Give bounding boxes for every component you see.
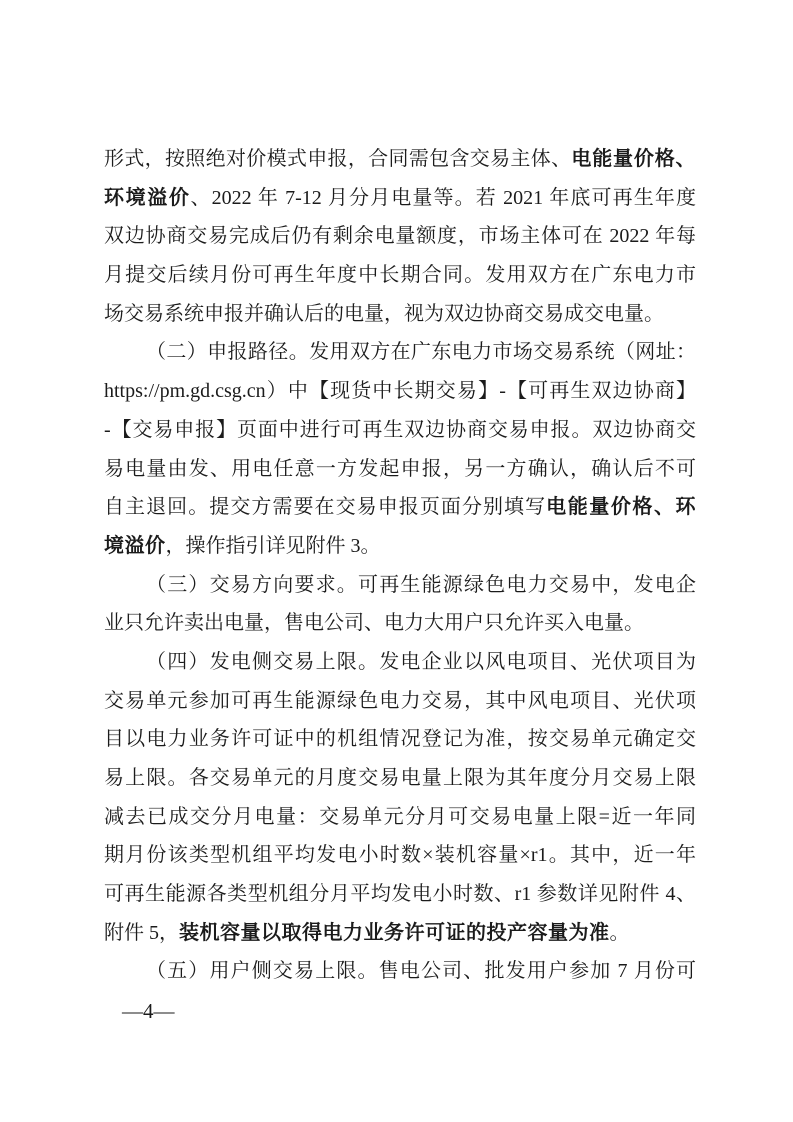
text-run: 期月份该类型机组平均发电小时数×装机容量×r1。其中，近一年 [104,844,696,867]
text-run: 目以电力业务许可证中的机组情况登记为准，按交易单元确定交 [104,728,696,751]
text-run: （四）发电侧交易上限。发电企业以风电项目、光伏项目为 [146,650,696,673]
bold-text-run: 境溢价 [104,534,166,557]
text-run: 附件 5， [104,921,179,944]
text-run: -【交易申报】页面中进行可再生双边协商交易申报。双边协商交 [104,418,696,441]
text-run: 减去已成交分月电量：交易单元分月可交易电量上限=近一年同 [104,805,696,828]
text-run: 业只允许卖出电量，售电公司、电力大用户只允许买入电量。 [104,612,644,635]
text-run: 可再生能源各类型机组分月平均发电小时数、r1 参数详见附件 4、 [104,883,696,906]
text-run: （三）交易方向要求。可再生能源绿色电力交易中，发电企 [146,573,696,596]
text-line [104,527,696,566]
text-run: 易电量由发、用电任意一方发起申报，另一方确认，确认后不可 [104,457,696,480]
text-line [104,372,696,411]
document-url: https://pm.gd.csg.cn [104,380,266,403]
text-run: 双边协商交易完成后仍有剩余电量额度，市场主体可在 2022 年每 [104,225,696,248]
text-line [104,682,696,721]
text-line [104,450,696,489]
text-run: ，操作指引详见附件 3。 [165,534,381,557]
text-run: 场交易系统申报并确认后的电量，视为双边协商交易成交电量。 [104,302,664,325]
text-line [104,952,696,991]
text-line [104,140,696,179]
text-line [104,759,696,798]
bold-text-run: 电能量价格、 [571,148,697,170]
text-line [104,179,696,218]
text-run: 交易单元参加可再生能源绿色电力交易，其中风电项目、光伏项 [104,689,696,712]
text-line [104,836,696,875]
text-line [104,217,696,256]
document-body [104,140,696,991]
text-line [104,604,696,643]
bold-text-run: 电能量价格、环 [546,496,697,519]
text-line [104,566,696,605]
text-run: ）中【现货中长期交易】-【可再生双边协商】 [265,380,696,403]
text-run: 自主退回。提交方需要在交易申报页面分别填写 [104,496,547,519]
bold-text-run: 装机容量以取得电力业务许可证的投产容量为准 [179,921,610,944]
text-line [104,875,696,914]
text-line [104,643,696,682]
text-line [104,295,696,334]
text-line [104,256,696,295]
text-run: 易上限。各交易单元的月度交易电量上限为其年度分月交易上限 [104,767,696,789]
text-line [104,798,696,837]
text-line [104,488,696,527]
text-run: 形式，按照绝对价模式申报，合同需包含交易主体、 [104,148,572,170]
text-line [104,411,696,450]
text-line [104,720,696,759]
text-run: 月提交后续月份可再生年度中长期合同。发用双方在广东电力市 [104,264,696,287]
text-run: （五）用户侧交易上限。售电公司、批发用户参加 7 月份可 [146,960,696,983]
text-run: （二）申报路径。发用双方在广东电力市场交易系统（网址： [146,341,696,364]
text-run: 。 [609,921,630,944]
text-line [104,333,696,372]
text-run: 、2022 年 7-12 月分月电量等。若 2021 年底可再生年度 [190,186,697,209]
page-number: —4— [122,999,175,1023]
bold-text-run: 环境溢价 [104,186,191,209]
text-line [104,914,696,953]
